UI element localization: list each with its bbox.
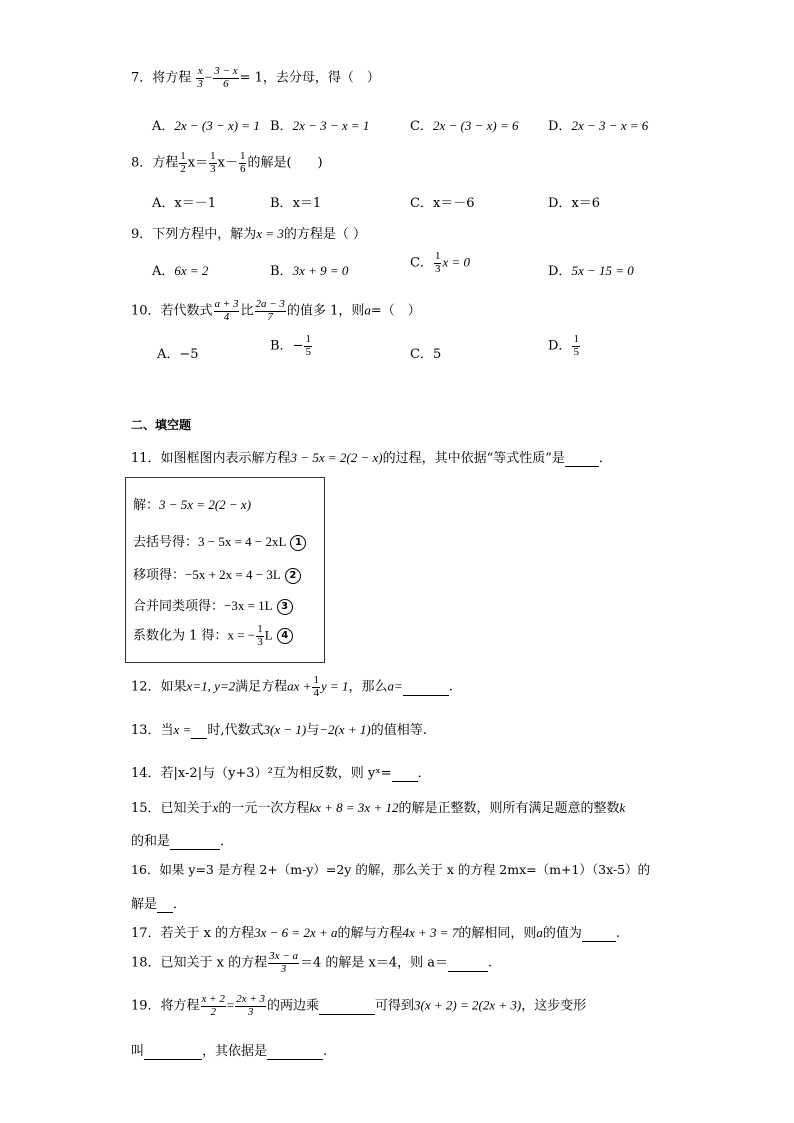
- question-18: 18．已知关于 x 的方程 $\frac{3x - a}{3}$ ＝4 的解是 x＝4，则 a＝ .: [131, 950, 493, 975]
- q17-answer-blank[interactable]: [582, 926, 616, 942]
- question-13: 13．当x = 时,代数式3(x − 1)与−2(x + 1)的值相等.: [131, 722, 427, 738]
- q19-answer-blank-3[interactable]: [267, 1044, 323, 1060]
- q10-option-c[interactable]: C．5: [410, 347, 442, 362]
- q9-option-c[interactable]: C． $\frac{1}{3}$ x = 0: [410, 250, 470, 275]
- q8-fraction-3: $\frac{1}{6}$: [239, 150, 246, 175]
- q7-number: 7．将方程: [131, 70, 192, 86]
- q16-answer-blank[interactable]: [157, 897, 173, 913]
- question-12: 12．如果x=1, y=2满足方程ax + $\frac{1}{4}$ y = 1，那么a= .: [131, 674, 453, 699]
- q13-answer-blank[interactable]: [191, 723, 207, 739]
- question-17: 17．若关于 x 的方程3x − 6 = 2x + a的解与方程4x + 3 = 7的解相同，则a的值为 .: [131, 925, 621, 941]
- q10-option-b[interactable]: B．− $\frac{1}{5}$: [270, 333, 311, 358]
- q10-option-a[interactable]: A．−5: [157, 347, 199, 362]
- q7-tail: = 1，去分母，得（ ）: [239, 70, 380, 86]
- question-16-line-2: 解是 ．: [131, 897, 187, 912]
- box-line-2: 去括号得：3 − 5x = 4 − 2xL 1: [133, 531, 306, 551]
- q19-answer-blank-1[interactable]: [319, 999, 375, 1015]
- question-16: 16．如果 y=3 是方程 2+（m-y）=2y 的解，那么关于 x 的方程 2mx=（m+1）（3x-5）的: [131, 862, 651, 877]
- circled-number-2: 2: [285, 568, 301, 584]
- question-15-line-2: 的和是 ．: [131, 834, 234, 849]
- question-8: 8．方程 $\frac{1}{2}$ x＝ $\frac{1}{3}$ x－ $\frac{1}{6}$ 的解是( ): [131, 150, 323, 175]
- question-19: 19．将方程 $\frac{x + 2}{2}$ = $\frac{2x + 3}{3}$ 的两边乘 可得到3(x + 2) = 2(2x + 3)，这步变形: [131, 993, 587, 1018]
- q7-option-d[interactable]: D．2x − 3 − x = 6: [548, 118, 649, 134]
- circled-number-4: 4: [277, 628, 293, 644]
- question-14: 14．若|x-2|与（y+3）²互为相反数，则 yˣ= ．: [131, 766, 431, 781]
- box-line-3: 移项得：−5x + 2x = 4 − 3L 2: [133, 564, 301, 584]
- q11-answer-blank[interactable]: [565, 451, 599, 467]
- box-line-4: 合并同类项得：−3x = 1L 3: [133, 595, 293, 615]
- box-line-1: 解：3 − 5x = 2(2 − x): [133, 497, 252, 513]
- q12-answer-blank[interactable]: [403, 680, 449, 696]
- question-19-line-2: 叫 ，其依据是 .: [131, 1044, 328, 1059]
- q14-answer-blank[interactable]: [392, 766, 418, 782]
- q7-fraction-1: $\frac{x}{3}$: [197, 65, 203, 90]
- box-line-5: 系数化为 1 得：x = − $\frac{1}{3}$ L 4: [133, 624, 293, 648]
- q19-answer-blank-2[interactable]: [144, 1044, 202, 1060]
- q8-option-d[interactable]: D．x＝6: [548, 196, 601, 211]
- question-10: 10．若代数式 $\frac{a + 3}{4}$ 比 $\frac{2a - 3}{7}$ 的值多 1，则a=（ ）: [131, 298, 421, 323]
- question-9: 9．下列方程中，解为x = 3的方程是（ ）: [131, 226, 366, 242]
- q18-answer-blank[interactable]: [448, 956, 488, 972]
- q8-option-b[interactable]: B．x＝1: [270, 196, 322, 211]
- q8-fraction-2: $\frac{1}{3}$: [210, 150, 216, 175]
- question-15: 15．已知关于x的一元一次方程kx + 8 = 3x + 12的解是正整数，则所有满足题意的整数k: [131, 800, 626, 816]
- q9-option-d[interactable]: D．5x − 15 = 0: [548, 263, 634, 279]
- question-11: 11．如图框图内表示解方程3 − 5x = 2(2 − x)的过程，其中依据“等式性质”是 ．: [131, 450, 612, 466]
- q10-fraction-2: $\frac{2a - 3}{7}$: [255, 298, 285, 323]
- q15-answer-blank[interactable]: [170, 834, 220, 850]
- question-7: 7．将方程 $\frac{x}{3}$ − $\frac{3 - x}{6}$ = 1，去分母，得（ ）: [131, 65, 380, 90]
- q10-option-d[interactable]: D． $\frac{1}{5}$: [548, 333, 579, 358]
- q9-option-b[interactable]: B．3x + 9 = 0: [270, 263, 349, 279]
- q8-fraction-1: $\frac{1}{2}$: [180, 150, 186, 175]
- q7-fraction-2: $\frac{3 - x}{6}$: [214, 65, 238, 90]
- circled-number-3: 3: [277, 599, 293, 615]
- section-title: 二、填空题: [131, 418, 192, 432]
- q8-option-c[interactable]: C．x＝－6: [410, 196, 475, 211]
- circled-number-1: 1: [290, 535, 306, 551]
- q10-fraction-1: $\frac{a + 3}{4}$: [214, 298, 239, 323]
- q7-option-c[interactable]: C．2x − (3 − x) = 6: [410, 118, 519, 134]
- q7-option-a[interactable]: A．2x − (3 − x) = 1: [152, 118, 260, 134]
- q7-option-b[interactable]: B．2x − 3 − x = 1: [270, 118, 370, 134]
- q9-option-a[interactable]: A．6x = 2: [152, 263, 209, 279]
- q8-option-a[interactable]: A．x＝－1: [152, 196, 216, 211]
